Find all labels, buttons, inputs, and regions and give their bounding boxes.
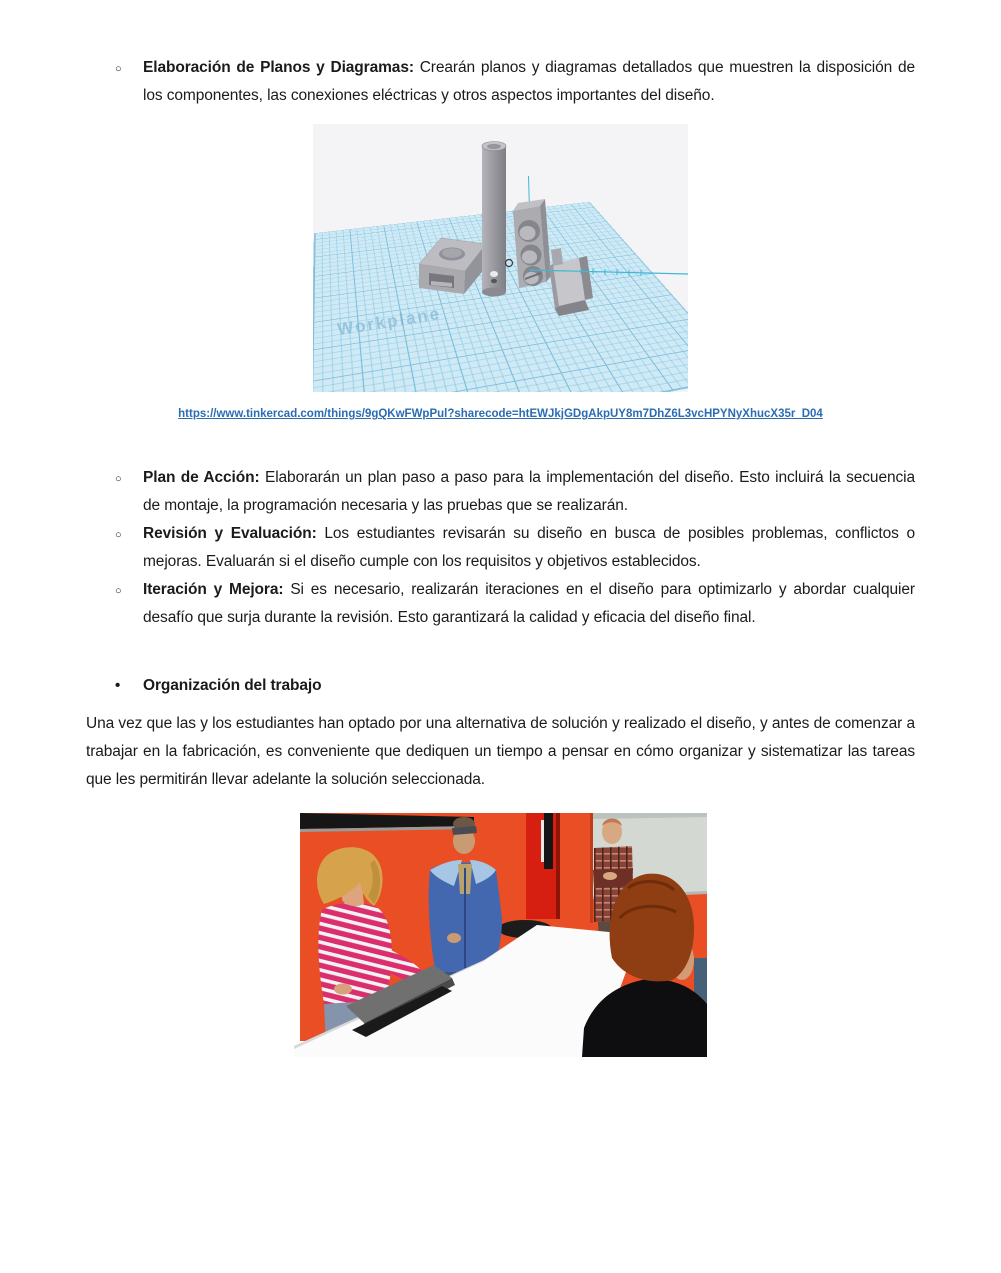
circle-bullet-icon: ○	[115, 473, 122, 485]
section-heading	[115, 672, 915, 700]
list-item-plan	[115, 464, 916, 520]
tinkercad-link[interactable]: https://www.tinkercad.com/things/9gQKwFWpPul?sharecode=htEWJkjGDgAkpUY8m7DhZ6L3vcHPYNyXhucX35r_D04	[178, 408, 823, 420]
meeting-scene	[294, 808, 707, 1057]
item-label: Iteración y Mejora:	[143, 581, 284, 598]
circle-bullet-icon: ○	[115, 63, 122, 75]
room-corner	[590, 813, 593, 923]
list-item-iteracion	[115, 576, 915, 632]
meeting-figure	[294, 808, 707, 1057]
circle-bullet-icon: ○	[115, 529, 122, 541]
section-heading-label: Organización del trabajo	[143, 677, 322, 694]
disc-bullet-icon: •	[115, 677, 121, 694]
three-hole-plate-object	[513, 199, 551, 288]
list-item-revision	[115, 520, 915, 576]
workplane-watermark: Workplane	[336, 303, 443, 340]
item-label: Revisión y Evaluación:	[143, 525, 317, 542]
item-text: Crearán planos y diagramas detallados que muestren la disposición de los componentes, las conexiones eléctricas y otros aspectos importantes del diseño.	[143, 59, 915, 104]
list-item-elaboracion	[115, 54, 915, 110]
u-channel-object	[549, 248, 593, 316]
tinkercad-objects	[313, 124, 688, 392]
cylinder-object	[482, 142, 506, 297]
item-text: Elaborarán un plan paso a paso para la implementación del diseño. Esto incluirá la secuencia de montaje, la programación necesaria y las pruebas que se realizarán.	[143, 469, 916, 514]
item-label: Elaboración de Planos y Diagramas:	[143, 59, 414, 76]
figure-link-row	[0, 406, 1001, 421]
tinkercad-figure	[313, 124, 688, 392]
anchor-ring	[506, 260, 513, 267]
body-paragraph: Una vez que las y los estudiantes han optado por una alternativa de solución y realizado el diseño, y antes de comenzar a trabajar en la fabricación, es conveniente que dediquen un tiempo a pensar en cómo organizar y sistematizar las tareas que les permitirán llevar adelante la solución seleccionada.	[86, 715, 915, 788]
item-label: Plan de Acción:	[143, 469, 260, 486]
box-object	[419, 238, 486, 294]
item-text: Si es necesario, realizarán iteraciones en el diseño para optimizarlo y abordar cualquier desafío que surja durante la revisión. Esto garantizará la calidad y eficacia del diseño final.	[143, 581, 915, 626]
circle-bullet-icon: ○	[115, 585, 122, 597]
red-wall-panel	[526, 813, 560, 919]
item-text: Los estudiantes revisarán su diseño en busca de posibles problemas, conflictos o mejoras. Evaluarán si el diseño cumple con los requisitos y objetivos establecidos.	[143, 525, 915, 570]
